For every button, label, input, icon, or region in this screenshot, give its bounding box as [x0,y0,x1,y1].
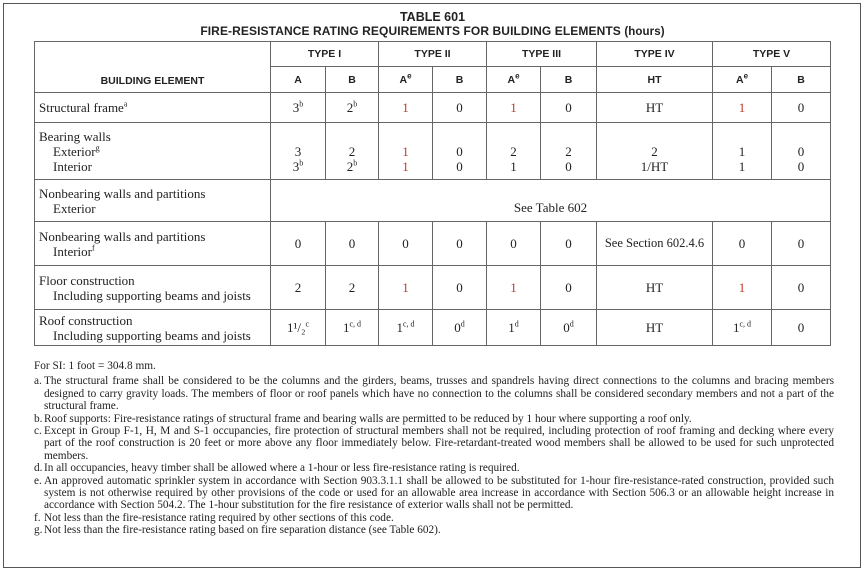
table-cell: 1$^{c, d}$ [326,310,379,346]
table-title [0,24,865,38]
subcol-header: A [271,67,326,93]
row-label-bearing-walls: Bearing walls Exterior$^g$ Interior [35,123,271,180]
header-type-1: TYPE I [271,42,379,67]
row-label-nonbearing-interior: Nonbearing walls and partitions Interior$^f$ [35,222,271,266]
subcol-header: B [326,67,379,93]
table-cell: 1 [379,266,433,310]
table-cell: 1$^{c, d}$ [713,310,772,346]
footnote-a: a. The structural frame shall be considered to be the columns and the girders, beams, trusses and spandrels having direct connections to the columns and bracing members designed to carry gravity loads. The members of floor or roof panels which have no connection to the columns shall be considered secondary members and not a part of the structural frame. [34,375,834,413]
header-type-2: TYPE II [379,42,487,67]
table-cell: 0 [772,266,831,310]
table-cell: 3 3$^b$ [271,123,326,180]
subcol-header: B [772,67,831,93]
table-cell: 0 [772,222,831,266]
header-building-element: BUILDING ELEMENT [35,42,271,93]
row-label-structural-frame: Structural frame$^a$ [35,93,271,123]
subcol-header: B [541,67,597,93]
table-cell: 0 [433,222,487,266]
table-cell: 1¹/₂$^c$ [271,310,326,346]
row-label-floor-construction: Floor construction Including supporting beams and joists [35,266,271,310]
table-cell: 2 1 [487,123,541,180]
footnote-c: c. Except in Group F-1, H, M and S-1 occupancies, fire protection of structural members shall not be required, including protection of roof framing and decking where every part of the roof construction is 20 feet or more above any floor immediately below. Fire-retardant-treated wood members shall be allowed to be used for such unprotected members. [34,425,834,462]
table-cell: HT [597,266,713,310]
table-cell: 2 1/HT [597,123,713,180]
table-cell: 1 1 [379,123,433,180]
table-cell: 2 2$^b$ [326,123,379,180]
table-row [35,222,831,266]
table-cell: 0 [326,222,379,266]
table-cell: 0 [541,93,597,123]
table-cell: 1$^d$ [487,310,541,346]
footnotes [34,360,834,537]
table-cell: 0 0 [772,123,831,180]
see-table-602-cell: See Table 602 [271,180,831,222]
row-label-nonbearing-exterior: Nonbearing walls and partitions Exterior [35,180,271,222]
fire-rating-table [34,41,831,346]
table-cell: 1 [713,93,772,123]
header-type-3: TYPE III [487,42,597,67]
table-cell: 0 [772,310,831,346]
table-cell: 2 0 [541,123,597,180]
table-cell: 0 [541,266,597,310]
subcol-header: $A^e$ [487,67,541,93]
table-cell: HT [597,93,713,123]
header-type-4: TYPE IV [597,42,713,67]
table-cell: 1 [487,266,541,310]
table-number: TABLE 601 [399,10,466,24]
footnote-f: f. Not less than the fire-resistance rating required by other sections of this code. [34,511,394,524]
table-row [35,310,831,346]
table-row [35,266,831,310]
table-cell: 2 [271,266,326,310]
table-cell: 0$^d$ [433,310,487,346]
si-conversion-note: For SI: 1 foot = 304.8 mm. [34,360,156,372]
table-cell: 1 [487,93,541,123]
subcol-header: HT [597,67,713,93]
table-title-text: FIRE-RESISTANCE RATING REQUIREMENTS FOR BUILDING ELEMENTS [200,24,621,38]
header-row-types [35,42,831,67]
table-cell: 2$^b$ [326,93,379,123]
table-cell: 0 [713,222,772,266]
table-cell: 0$^d$ [541,310,597,346]
footnote-d: d. In all occupancies, heavy timber shall be allowed where a 1-hour or less fire-resistance rating is required. [34,462,520,475]
footnote-b: b. Roof supports: Fire-resistance ratings of structural frame and bearing walls are permitted to be reduced by 1 hour where supporting a roof only. [34,412,692,425]
table-cell: 0 0 [433,123,487,180]
table-cell: 0 [541,222,597,266]
header-type-5: TYPE V [713,42,831,67]
footnote-e: e. An approved automatic sprinkler system in accordance with Section 903.3.1.1 shall be allowed to be substituted for 1-hour fire-resistance-rated construction, provided such system is not otherwise required by other provisions of the code or used for an allowable area increase in accordance with Section 506.3 or an allowable height increase in accordance with Section 504.2. The 1-hour substitution for the fire resistance of exterior walls shall not be permitted. [34,474,834,512]
table-cell: 0 [772,93,831,123]
table-cell: 0 [487,222,541,266]
table-cell: 1 [379,93,433,123]
subcol-header: $A^e$ [379,67,433,93]
subcol-header: $A^e$ [713,67,772,93]
table-cell: 0 [379,222,433,266]
table-cell: See Section 602.4.6 [597,222,713,266]
table-cell: 1$^{c, d}$ [379,310,433,346]
table-cell: 1 [713,266,772,310]
table-title-unit: (hours) [624,26,665,38]
table-cell: 0 [433,93,487,123]
table-cell: HT [597,310,713,346]
table-row [35,180,831,222]
table-row [35,123,831,180]
table-cell: 0 [433,266,487,310]
table-cell: 1 1 [713,123,772,180]
row-label-roof-construction: Roof construction Including supporting beams and joists [35,310,271,346]
table-cell: 3$^b$ [271,93,326,123]
table-row [35,93,831,123]
table-cell: 2 [326,266,379,310]
table-cell: 0 [271,222,326,266]
subcol-header: B [433,67,487,93]
footnote-g: g. Not less than the fire-resistance rating based on fire separation distance (see Table 602). [34,524,441,537]
